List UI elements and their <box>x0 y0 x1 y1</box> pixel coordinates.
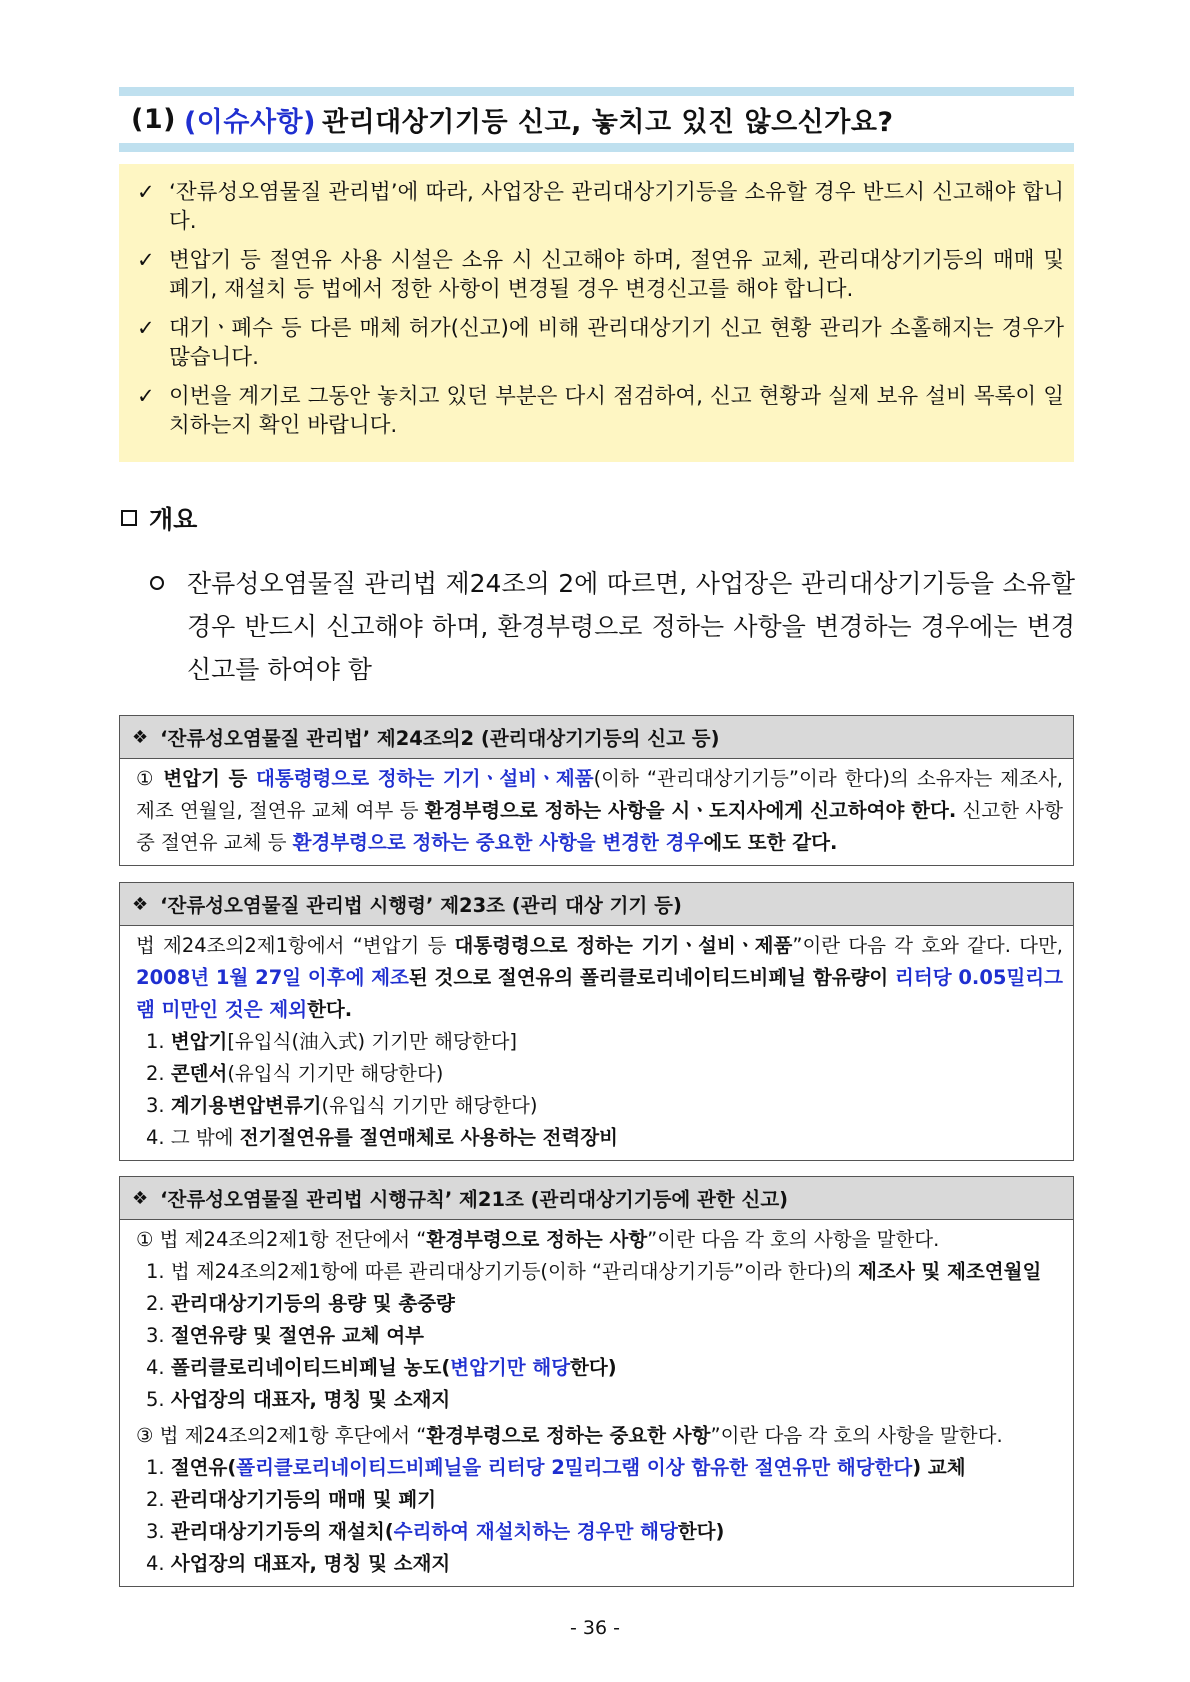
list-item <box>136 1256 1063 1288</box>
text-run: 전기절연유를 절연매체로 사용하는 전력장비 <box>239 1126 619 1149</box>
text-run: 된 것으로 절연유의 폴리클로리네이티드비페닐 함유량이 <box>408 966 896 989</box>
list-item <box>136 1484 1063 1516</box>
text-run: ① 법 제24조의2제1항 전단에서 “ <box>136 1228 427 1251</box>
item-number: 5. <box>146 1388 165 1411</box>
item-number: 2. <box>146 1292 165 1315</box>
text-run: 폴리클로리네이티드비페닐을 리터당 2밀리그램 이상 함유한 절연유만 해당한다 <box>236 1456 913 1479</box>
list-item <box>136 1352 1063 1384</box>
text-run: 절연유량 및 절연유 교체 여부 <box>170 1324 425 1347</box>
check-icon: ✓ <box>137 180 155 204</box>
text-run: 사업장의 대표자, 명칭 및 소재지 <box>170 1388 451 1411</box>
text-run: 변압기 <box>170 1030 228 1053</box>
law-box-header <box>120 716 1073 759</box>
text-run: 제조사 및 제조연월일 <box>858 1260 1042 1283</box>
summary-box <box>119 164 1074 462</box>
list-item <box>136 1516 1063 1548</box>
text-run: 변압기 등 <box>163 767 257 790</box>
item-number: 4. <box>146 1356 165 1379</box>
summary-item <box>137 246 1064 304</box>
check-icon: ✓ <box>137 316 155 340</box>
text-run: 환경부령으로 정하는 중요한 사항 <box>426 1424 711 1447</box>
summary-item-text: ‘잔류성오염물질 관리법’에 따라, 사업장은 관리대상기기등을 소유할 경우 반드시 신고해야 합니다. <box>169 180 1064 234</box>
text-run: 법 제24조의2제1항에 따른 관리대상기기등(이하 “관리대상기기등”이라 한다)의 <box>170 1260 859 1283</box>
text-run: 수리하여 재설치하는 경우만 해당 <box>393 1520 678 1543</box>
list-item <box>136 1122 1063 1154</box>
law-box-body <box>120 926 1073 1160</box>
section-heading <box>121 500 197 536</box>
list-item <box>136 1320 1063 1352</box>
title-block <box>119 87 1074 152</box>
law-paragraph <box>136 763 1063 859</box>
text-run: 관리대상기기등의 재설치( <box>170 1520 394 1543</box>
text-run: 환경부령으로 정하는 중요한 사항을 변경한 경우 <box>292 831 704 854</box>
text-run: 폴리클로리네이티드비페닐 농도( <box>170 1356 451 1379</box>
text-run: 신고한 사항 중 절연유 교체 등 <box>136 799 1063 854</box>
law-box-title: ‘잔류성오염물질 관리법 시행령’ 제23조 (관리 대상 기기 등) <box>160 894 682 917</box>
list-item <box>136 1384 1063 1416</box>
text-run: ① <box>136 767 164 790</box>
text-run: [유입식(油入式) 기기만 해당한다] <box>227 1030 518 1053</box>
item-number: 1. <box>146 1030 165 1053</box>
item-number: 3. <box>146 1324 165 1347</box>
summary-item <box>137 314 1064 372</box>
text-run: ) 교체 <box>912 1456 966 1479</box>
text-run: 한다) <box>677 1520 725 1543</box>
check-icon: ✓ <box>137 248 155 272</box>
summary-item-text: 대기ㆍ폐수 등 다른 매체 허가(신고)에 비해 관리대상기기 신고 현황 관리가 소홀해지는 경우가 많습니다. <box>169 316 1064 370</box>
law-box-body <box>120 1220 1073 1586</box>
text-run: 그 밖에 <box>170 1126 240 1149</box>
overview-text: 잔류성오염물질 관리법 제24조의 2에 따르면, 사업장은 관리대상기기등을 소유할 경우 반드시 신고해야 하며, 환경부령으로 정하는 사항을 변경하는 경우에는 변경신고를 하여야 함 <box>187 569 1075 684</box>
summary-item <box>137 178 1064 236</box>
list-item <box>136 1090 1063 1122</box>
title-bottom-rule <box>119 143 1074 152</box>
law-box-body <box>120 759 1073 865</box>
text-run: (유입식 기기만 해당한다) <box>227 1062 444 1085</box>
law-box-header <box>120 1177 1073 1220</box>
text-run: 에도 또한 같다. <box>703 831 838 854</box>
section-heading-text: 개요 <box>149 505 198 534</box>
summary-item-text: 변압기 등 절연유 사용 시설은 소유 시 신고해야 하며, 절연유 교체, 관리대상기기등의 매매 및 폐기, 재설치 등 법에서 정한 사항이 변경될 경우 변경신고를 해야 합니다. <box>169 248 1064 302</box>
text-run: 대통령령으로 정하는 기기ㆍ설비ㆍ제품 <box>256 767 594 790</box>
item-number: 3. <box>146 1520 165 1543</box>
item-number: 4. <box>146 1552 165 1575</box>
law-box-title: ‘잔류성오염물질 관리법 시행규칙’ 제21조 (관리대상기기등에 관한 신고) <box>160 1188 789 1211</box>
list-item <box>136 1026 1063 1058</box>
title-text: 관리대상기기등 신고, 놓치고 있진 않으신가요? <box>321 107 894 138</box>
item-number: 1. <box>146 1260 165 1283</box>
text-run: ”이란 다음 각 호의 사항을 말한다. <box>710 1424 1003 1447</box>
text-run: 절연유( <box>170 1456 237 1479</box>
item-number: 2. <box>146 1488 165 1511</box>
text-run: 환경부령으로 정하는 사항을 시ㆍ도지사에게 신고하여야 한다. <box>424 799 957 822</box>
law-paragraph <box>136 1420 1063 1452</box>
diamond-bullet-icon: ❖ <box>132 726 149 748</box>
law-box-act <box>119 715 1074 866</box>
list-item <box>136 1288 1063 1320</box>
circle-bullet-icon <box>150 576 164 590</box>
item-number: 3. <box>146 1094 165 1117</box>
law-paragraph <box>136 930 1063 1026</box>
law-box-decree <box>119 882 1074 1161</box>
law-box-header <box>120 883 1073 926</box>
diamond-bullet-icon: ❖ <box>132 1187 149 1209</box>
text-run: (유입식 기기만 해당한다) <box>321 1094 538 1117</box>
text-run: (이하 “관리대상기기등”이라 한다)의 소유자는 제조사, 제조 연월일, 절연유 교체 여부 등 <box>136 767 1063 822</box>
text-run: 법 제24조의2제1항에서 “변압기 등 <box>136 934 455 957</box>
item-number: 1. <box>146 1456 165 1479</box>
text-run: ③ 법 제24조의2제1항 후단에서 “ <box>136 1424 427 1447</box>
text-run: ”이란 다음 각 호와 같다. 다만, <box>792 934 1064 957</box>
text-run: 콘덴서 <box>170 1062 228 1085</box>
page-title <box>119 96 1074 143</box>
text-run: 관리대상기기등의 용량 및 총중량 <box>170 1292 455 1315</box>
item-number: 2. <box>146 1062 165 1085</box>
title-issue-tag: (이슈사항) <box>183 107 316 138</box>
text-run: 관리대상기기등의 매매 및 폐기 <box>170 1488 437 1511</box>
page-number: - 36 - <box>570 1617 620 1639</box>
law-box-title: ‘잔류성오염물질 관리법’ 제24조의2 (관리대상기기등의 신고 등) <box>160 727 720 750</box>
text-run: 대통령령으로 정하는 기기ㆍ설비ㆍ제품 <box>454 934 793 957</box>
overview-paragraph <box>150 562 1075 691</box>
text-run: 변압기만 해당 <box>450 1356 571 1379</box>
summary-item <box>137 382 1064 440</box>
list-item <box>136 1548 1063 1580</box>
title-top-rule <box>119 87 1074 96</box>
text-run: 리터당 0.05밀리그램 미만인 것은 제외 <box>136 966 1063 1021</box>
check-icon: ✓ <box>137 384 155 408</box>
diamond-bullet-icon: ❖ <box>132 893 149 915</box>
law-box-rule <box>119 1176 1074 1587</box>
text-run: 사업장의 대표자, 명칭 및 소재지 <box>170 1552 451 1575</box>
text-run: ”이란 다음 각 호의 사항을 말한다. <box>647 1228 940 1251</box>
text-run: 2008년 1월 27일 이후에 제조 <box>136 966 409 989</box>
text-run: 한다) <box>570 1356 617 1379</box>
list-item <box>136 1452 1063 1484</box>
title-number: (1) <box>131 104 176 135</box>
square-bullet-icon <box>121 510 137 526</box>
text-run: 한다. <box>307 998 353 1021</box>
list-item <box>136 1058 1063 1090</box>
text-run: 계기용변압변류기 <box>170 1094 322 1117</box>
summary-item-text: 이번을 계기로 그동안 놓치고 있던 부분은 다시 점검하여, 신고 현황과 실제 보유 설비 목록이 일치하는지 확인 바랍니다. <box>169 384 1064 438</box>
text-run: 환경부령으로 정하는 사항 <box>426 1228 648 1251</box>
item-number: 4. <box>146 1126 165 1149</box>
law-paragraph <box>136 1224 1063 1256</box>
